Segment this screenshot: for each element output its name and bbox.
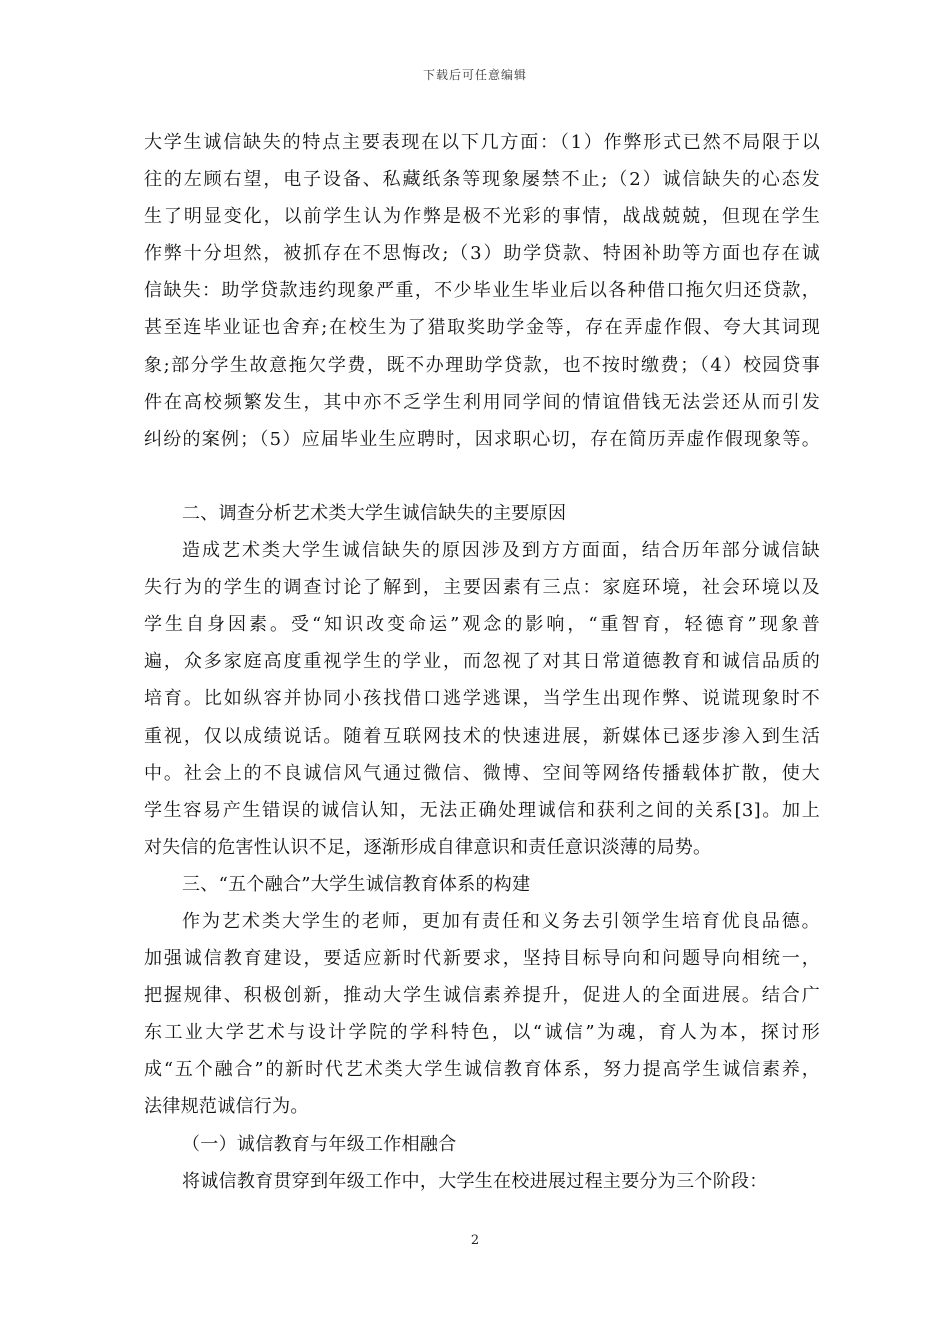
- text-line: 象;部分学生故意拖欠学费，既不办理助学贷款，也不按时缴费；（4）校园贷事: [144, 354, 820, 376]
- section-heading-system: 三、“五个融合”大学生诚信教育体系的构建: [182, 873, 531, 895]
- page-header: 下载后可任意编辑: [422, 68, 527, 82]
- text-line: 对失信的危害性认识不足，逐渐形成自律意识和责任意识淡薄的局势。: [144, 836, 712, 858]
- paragraph-integrity-features: [144, 124, 820, 458]
- text-line: 成“五个融合”的新时代艺术类大学生诚信教育体系，努力提高学生诚信素养，: [144, 1059, 820, 1081]
- text-line: 加强诚信教育建设，要适应新时代新要求，坚持目标导向和问题导向相统一，: [144, 948, 820, 970]
- paragraph-system: [144, 903, 820, 1126]
- text-line: 纠纷的案例；（5）应届毕业生应聘时，因求职心切，存在简历弄虚作假现象等。: [144, 428, 820, 450]
- text-line: 往的左顾右望，电子设备、私藏纸条等现象屡禁不止;（2）诚信缺失的心态发: [144, 169, 820, 191]
- document-body: [144, 124, 820, 1200]
- text-line: 重视，仅以成绩说话。随着互联网技术的快速进展，新媒体已逐步渗入到生活: [144, 725, 820, 747]
- paragraph-causes: [144, 532, 820, 866]
- text-line: 造成艺术类大学生诚信缺失的原因涉及到方方面面，结合历年部分诚信缺: [182, 540, 820, 562]
- text-line: 作弊十分坦然，被抓存在不思悔改;（3）助学贷款、特困补助等方面也存在诚: [144, 243, 820, 265]
- text-line: 中。社会上的不良诚信风气通过微信、微博、空间等网络传播载体扩散，使大: [144, 762, 820, 784]
- text-line: 遍，众多家庭高度重视学生的学业，而忽视了对其日常道德教育和诚信品质的: [144, 651, 820, 673]
- text-line: 生了明显变化，以前学生认为作弊是极不光彩的事情，战战兢兢，但现在学生: [144, 206, 820, 228]
- text-line: 培育。比如纵容并协同小孩找借口逃学逃课，当学生出现作弊、说谎现象时不: [144, 688, 820, 710]
- text-line: 作为艺术类大学生的老师，更加有责任和义务去引领学生培育优良品德。: [182, 910, 820, 932]
- text-line: 信缺失：助学贷款违约现象严重，不少毕业生毕业后以各种借口拖欠归还贷款，: [144, 280, 820, 302]
- text-line: 大学生诚信缺失的特点主要表现在以下几方面：（1）作弊形式已然不局限于以: [144, 132, 820, 153]
- text-line: 法律规范诚信行为。: [144, 1096, 309, 1118]
- text-line: 甚至连毕业证也舍弃;在校生为了猎取奖助学金等，存在弄虚作假、夸大其词现: [144, 317, 820, 339]
- text-line: 件在高校频繁发生，其中亦不乏学生利用同学间的情谊借钱无法尝还从而引发: [144, 391, 820, 413]
- text-line: 把握规律、积极创新，推动大学生诚信素养提升，促进人的全面进展。结合广: [144, 985, 820, 1007]
- paragraph-gap: [144, 458, 820, 495]
- text-line: 学生自身因素。受“知识改变命运”观念的影响，“重智育，轻德育”现象普: [144, 614, 820, 636]
- subsection-heading-grade-work: （一）诚信教育与年级工作相融合: [182, 1133, 457, 1155]
- section-heading-causes: 二、调查分析艺术类大学生诚信缺失的主要原因: [182, 502, 567, 524]
- page-number: 2: [470, 1233, 480, 1248]
- text-line: 将诚信教育贯穿到年级工作中，大学生在校进展过程主要分为三个阶段：: [182, 1170, 768, 1192]
- text-line: 东工业大学艺术与设计学院的学科特色，以“诚信”为魂，育人为本，探讨形: [144, 1022, 820, 1044]
- text-line: 学生容易产生错误的诚信认知，无法正确处理诚信和获利之间的关系[3]。加上: [144, 799, 820, 821]
- text-line: 失行为的学生的调查讨论了解到，主要因素有三点：家庭环境，社会环境以及: [144, 577, 820, 599]
